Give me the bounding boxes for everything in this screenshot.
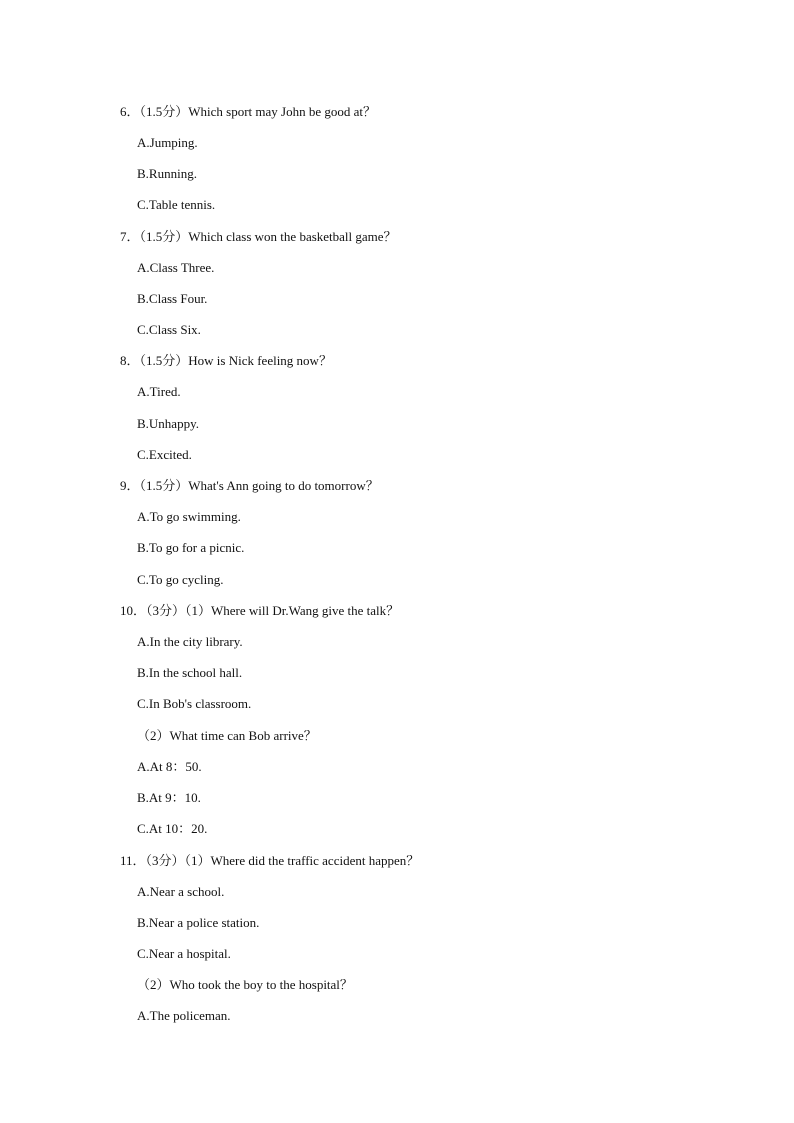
question-9-option-b: B.To go for a picnic. xyxy=(137,540,245,555)
question-7-header: 7．（1.5分）Which class won the basketball game？ xyxy=(120,229,397,244)
question-10-option-b: B.In the school hall. xyxy=(137,665,243,680)
question-11-header: 11．（3分）（1）Where did the traffic accident happen？ xyxy=(120,853,420,868)
question-10-option-a: A.In the city library. xyxy=(137,634,243,649)
question-10-sub-question: （2）What time can Bob arrive？ xyxy=(137,728,317,743)
question-10-sub-option-a: A.At 8：50. xyxy=(137,759,202,774)
question-7-option-b: B.Class Four. xyxy=(137,291,208,306)
question-10-header: 10．（3分）（1）Where will Dr.Wang give the talk？ xyxy=(120,603,400,618)
question-11-sub-option-a: A.The policeman. xyxy=(137,1008,231,1023)
question-6-header: 6．（1.5分）Which sport may John be good at？ xyxy=(120,104,376,119)
question-8-option-a: A.Tired. xyxy=(137,384,181,399)
question-11-option-c: C.Near a hospital. xyxy=(137,946,231,961)
question-9-option-c: C.To go cycling. xyxy=(137,572,224,587)
question-6-option-b: B.Running. xyxy=(137,166,197,181)
question-9-header: 9．（1.5分）What's Ann going to do tomorrow？ xyxy=(120,478,379,493)
question-6-option-c: C.Table tennis. xyxy=(137,197,216,212)
question-7-option-c: C.Class Six. xyxy=(137,322,201,337)
question-10-sub-option-c: C.At 10：20. xyxy=(137,821,208,836)
question-6-option-a: A.Jumping. xyxy=(137,135,198,150)
question-8-header: 8．（1.5分）How is Nick feeling now？ xyxy=(120,353,332,368)
question-10-option-c: C.In Bob's classroom. xyxy=(137,696,252,711)
question-7-option-a: A.Class Three. xyxy=(137,260,215,275)
question-8-option-c: C.Excited. xyxy=(137,447,192,462)
question-10-sub-option-b: B.At 9：10. xyxy=(137,790,201,805)
question-9-option-a: A.To go swimming. xyxy=(137,509,241,524)
question-11-sub-question: （2）Who took the boy to the hospital？ xyxy=(137,977,353,992)
question-8-option-b: B.Unhappy. xyxy=(137,416,199,431)
question-11-option-b: B.Near a police station. xyxy=(137,915,260,930)
question-11-option-a: A.Near a school. xyxy=(137,884,225,899)
